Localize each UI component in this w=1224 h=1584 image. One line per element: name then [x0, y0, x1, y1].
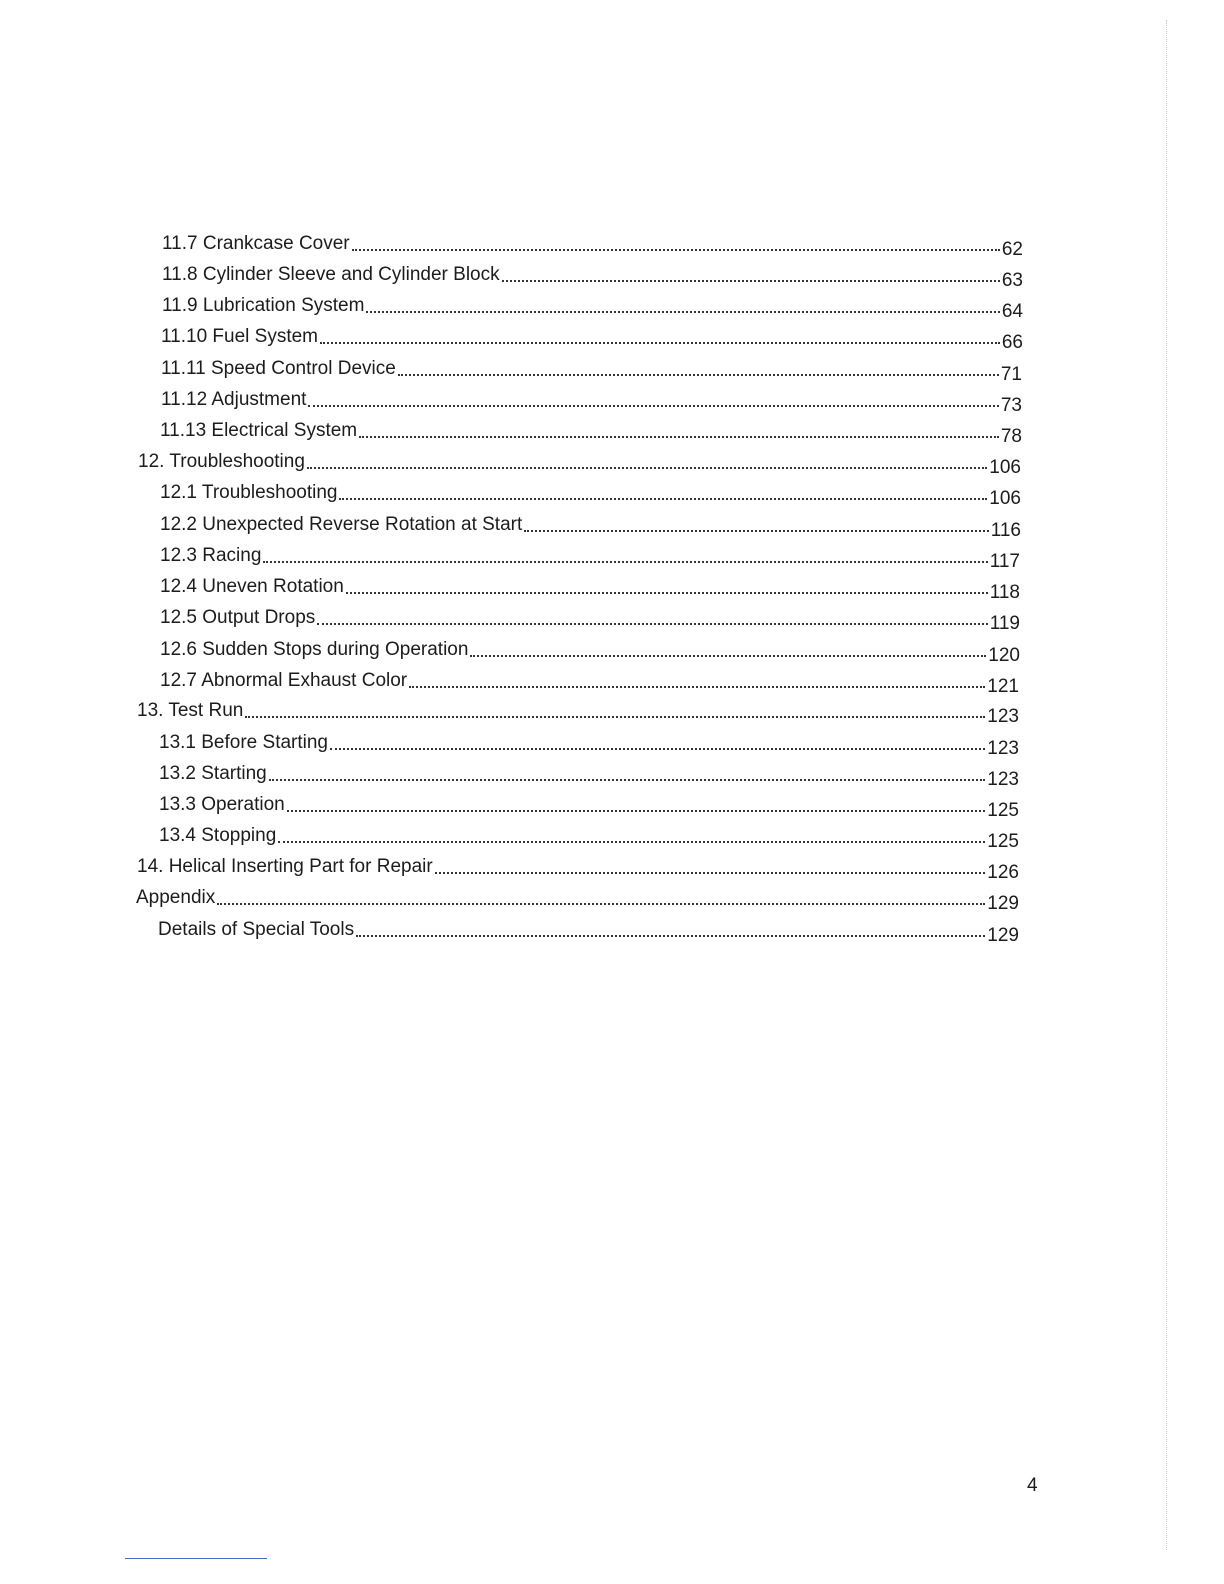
toc-entry[interactable] [159, 761, 1019, 790]
toc-entry[interactable] [161, 356, 1022, 385]
toc-entry[interactable] [160, 418, 1022, 447]
toc-leader-dots [308, 405, 998, 407]
toc-entry[interactable] [162, 293, 1023, 322]
toc-leader-dots [352, 249, 1000, 251]
toc-entry-page: 129 [987, 893, 1019, 914]
toc-leader-dots [317, 623, 987, 625]
toc-entry[interactable] [161, 387, 1022, 416]
toc-leader-dots [245, 716, 985, 718]
toc-entry[interactable] [160, 543, 1020, 572]
toc-entry-label: 12.6 Sudden Stops during Operation [160, 639, 469, 660]
toc-entry-label: 11.11 Speed Control Device [161, 358, 396, 379]
toc-entry[interactable] [137, 698, 1019, 727]
toc-leader-dots [263, 561, 987, 563]
toc-entry-page: 126 [987, 862, 1019, 883]
toc-entry[interactable] [162, 262, 1023, 291]
toc-leader-dots [339, 498, 987, 500]
toc-leader-dots [217, 903, 985, 905]
toc-entry-label: 12.2 Unexpected Reverse Rotation at Start [160, 514, 523, 535]
toc-entry-label: 11.9 Lubrication System [162, 295, 365, 316]
toc-entry[interactable] [160, 605, 1020, 634]
toc-entry-label: 11.7 Crankcase Cover [162, 233, 350, 254]
toc-entry[interactable] [158, 917, 1019, 946]
toc-entry-page: 106 [989, 457, 1021, 478]
toc-entry-label: 12.3 Racing [160, 545, 262, 566]
toc-entry[interactable] [137, 854, 1019, 883]
toc-entry-page: 125 [987, 831, 1019, 852]
toc-entry-page: 63 [1001, 270, 1023, 291]
toc-entry-label: 13.3 Operation [159, 794, 285, 815]
toc-entry-label: 11.10 Fuel System [161, 326, 319, 347]
toc-entry-page: 118 [989, 582, 1020, 603]
toc-entry-page: 129 [987, 925, 1019, 946]
toc-leader-dots [435, 872, 986, 874]
toc-entry[interactable] [162, 231, 1023, 260]
toc-entry-label: 11.13 Electrical System [160, 420, 358, 441]
toc-leader-dots [470, 655, 986, 657]
toc-entry-label: Appendix [136, 887, 216, 908]
toc-entry[interactable] [160, 668, 1019, 697]
toc-entry[interactable] [160, 574, 1020, 603]
toc-entry-label: 14. Helical Inserting Part for Repair [137, 856, 433, 877]
toc-entry-page: 62 [1001, 239, 1023, 260]
toc-entry-page: 123 [987, 738, 1019, 759]
toc-entry[interactable] [136, 885, 1019, 914]
toc-leader-dots [356, 935, 985, 937]
page-number: 4 [1027, 1475, 1038, 1496]
toc-entry-page: 120 [988, 645, 1020, 666]
toc-entry-label: 12.5 Output Drops [160, 607, 316, 628]
toc-entry[interactable] [159, 730, 1019, 759]
toc-entry[interactable] [138, 449, 1021, 478]
toc-leader-dots [330, 748, 985, 750]
toc-entry-page: 73 [1000, 395, 1022, 416]
toc-leader-dots [359, 436, 999, 438]
toc-entry-page: 123 [987, 706, 1019, 727]
toc-entry-page: 125 [987, 800, 1019, 821]
toc-entry-page: 66 [1001, 332, 1023, 353]
toc-entry-page: 71 [1000, 364, 1022, 385]
toc-entry-label: 13.2 Starting [159, 763, 267, 784]
toc-entry-label: 12.4 Uneven Rotation [160, 576, 344, 597]
toc-leader-dots [278, 841, 985, 843]
toc-leader-dots [398, 374, 999, 376]
toc-entry[interactable] [159, 823, 1019, 852]
toc-entry-page: 78 [1000, 426, 1022, 447]
toc-entry[interactable] [160, 637, 1020, 666]
toc-entry-label: 12.7 Abnormal Exhaust Color [160, 670, 408, 691]
toc-entry-page: 119 [989, 613, 1020, 634]
toc-entry[interactable] [160, 512, 1021, 541]
toc-leader-dots [269, 779, 986, 781]
toc-leader-dots [524, 530, 988, 532]
toc-entry-page: 123 [987, 769, 1019, 790]
toc-entry[interactable] [159, 792, 1019, 821]
toc-leader-dots [409, 686, 985, 688]
toc-entry-label: 13.1 Before Starting [159, 732, 328, 753]
toc-leader-dots [320, 342, 1000, 344]
toc-entry-label: 11.12 Adjustment [161, 389, 307, 410]
bottom-rule [125, 1558, 267, 1559]
toc-leader-dots [287, 810, 986, 812]
toc-entry-label: 13. Test Run [137, 700, 244, 721]
toc-entry-page: 64 [1001, 301, 1023, 322]
toc-entry[interactable] [160, 480, 1021, 509]
toc-leader-dots [366, 311, 999, 313]
toc-entry-page: 117 [989, 551, 1020, 572]
toc-entry-label: 11.8 Cylinder Sleeve and Cylinder Block [162, 264, 500, 285]
toc-entry-label: 12. Troubleshooting [138, 451, 305, 472]
toc-entry-page: 121 [987, 676, 1019, 697]
toc-entry-page: 116 [990, 520, 1021, 541]
toc-entry-label: Details of Special Tools [158, 919, 355, 940]
toc-leader-dots [307, 467, 987, 469]
toc-entry-label: 12.1 Troubleshooting [160, 482, 338, 503]
toc-leader-dots [502, 280, 1000, 282]
toc-entry-page: 106 [989, 488, 1021, 509]
toc-entry[interactable] [161, 324, 1023, 353]
toc-leader-dots [346, 592, 988, 594]
toc-entry-label: 13.4 Stopping [159, 825, 277, 846]
